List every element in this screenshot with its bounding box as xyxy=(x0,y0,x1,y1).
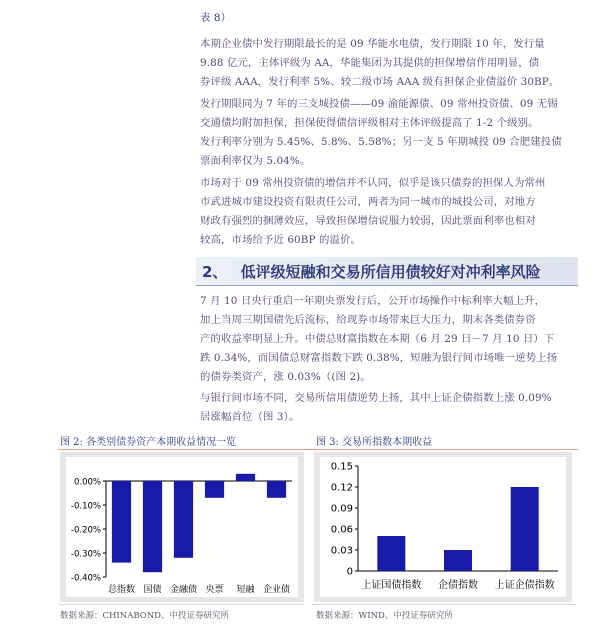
x-category-label: 国债 xyxy=(143,585,162,595)
bar xyxy=(112,481,131,563)
paragraph-line: 9.88 亿元，主体评级为 AA，华能集团为其提供的担保增信作用明显，债 xyxy=(200,57,540,69)
paragraph-line: 交通债均附加担保，担保使得债信评级相对主体评级提高了 1-2 个级别。 xyxy=(200,117,539,129)
paragraph-line: 加上当周三期国债先后流标，给现券市场带来巨大压力，期末各类债券资 xyxy=(200,314,536,326)
paragraph-line: 跌 0.34%，而国债总财富指数下跌 0.38%，短融为银行间市场唯一逆势上扬 xyxy=(200,352,558,364)
y-tick-label: 0.09 xyxy=(330,503,353,515)
y-tick-label: -0.10% xyxy=(70,501,101,512)
section-heading xyxy=(196,257,578,286)
bar xyxy=(267,481,286,498)
x-category-label: 央票 xyxy=(205,585,224,595)
bar xyxy=(377,536,405,571)
bar xyxy=(511,487,539,571)
figure-3-title: 图 3: 交易所指数本期收益 xyxy=(316,437,433,448)
figure-3-panel xyxy=(314,452,572,602)
y-tick-label: 0.00% xyxy=(73,477,101,488)
top-reference: 表 8） xyxy=(200,12,232,24)
y-tick-label: 0.03 xyxy=(330,545,353,557)
paragraph-2 xyxy=(200,95,562,171)
x-category-label: 企业债 xyxy=(262,585,291,595)
figure-2-plot-area xyxy=(66,457,298,597)
paragraph-3 xyxy=(200,174,545,250)
figure-3-source: 数据来源：WIND、中投证券研究所 xyxy=(316,611,453,621)
paragraph-line: 市场对于 09 常州投资债的增信并不认同，似乎是该只债券的担保人为常州 xyxy=(200,177,546,189)
paragraph-line: 7 月 10 日央行重启一年期央票发行后，公开市场操作中标利率大幅上升， xyxy=(200,295,546,307)
x-category-label: 上证国债指数 xyxy=(361,580,422,591)
paragraph-line: 本期企业债中发行期限最长的是 09 华能水电债，发行期限 10 年，发行量 xyxy=(200,38,545,50)
x-category-label: 金融债 xyxy=(169,585,198,595)
figure-3-plot-area xyxy=(320,457,566,597)
figure-title-divider xyxy=(58,449,578,450)
x-category-label: 企债指数 xyxy=(438,580,478,591)
bar xyxy=(236,474,255,481)
y-tick-label: 0.12 xyxy=(330,482,353,494)
y-tick-label: -0.20% xyxy=(70,525,101,536)
bar xyxy=(444,550,472,571)
paragraph-line: 产的收益率明显上升。中债总财富指数在本期（6 月 29 日－7 月 10 日）下 xyxy=(200,333,555,345)
x-category-label: 上证企债指数 xyxy=(494,580,555,591)
paragraph-line: 票面利率仅为 5.04%。 xyxy=(200,155,311,167)
figure-2-title: 图 2: 各类别债券资产本期收益情况一览 xyxy=(60,437,237,448)
bar xyxy=(174,481,193,558)
paragraph-line: 发行利率分别为 5.45%、5.8%、5.58%；另一支 5 年期城投 09 合肥建投债 xyxy=(200,136,562,148)
source-divider-left xyxy=(58,604,304,605)
source-divider-right xyxy=(312,604,576,605)
y-tick-label: 0.15 xyxy=(330,461,353,473)
y-tick-label: -0.40% xyxy=(70,573,101,584)
y-tick-label: 0 xyxy=(346,566,353,578)
x-category-label: 总指数 xyxy=(107,585,136,595)
paragraph-line: 发行期限同为 7 年的三支城投债——09 渝能源债、09 常州投资债、09 无锡 xyxy=(200,98,558,110)
bar xyxy=(143,481,162,572)
figure-2-panel xyxy=(60,452,304,602)
paragraph-line: 券评级 AAA，发行利率 5%、较二级市场 AAA 级有担保企业债溢价 30BP。 xyxy=(200,76,560,88)
paragraph-5 xyxy=(200,389,552,427)
figure-2-source: 数据来源：CHINABOND、中投证券研究所 xyxy=(60,611,229,621)
section-title: 低评级短融和交易所信用债较好对冲利率风险 xyxy=(240,263,541,281)
paragraph-line: 的债券类资产，涨 0.03%（(图 2)。 xyxy=(200,371,371,383)
paragraph-line: 市武进城市建设投资有限责任公司，两者为同一城市的城投公司，对地方 xyxy=(200,196,536,208)
y-tick-label: 0.06 xyxy=(330,524,353,536)
figure-2-chart xyxy=(66,457,298,597)
y-tick-label: -0.30% xyxy=(70,549,101,560)
x-category-label: 短融 xyxy=(236,585,255,595)
paragraph-line: 财政有强烈的捆薄效应，导致担保增信说服力较弱，因此票面利率也相对 xyxy=(200,215,536,227)
paragraph-line: 较高，市场给予近 60BP 的溢价。 xyxy=(200,234,361,246)
figure-3-chart xyxy=(320,457,566,597)
paragraph-line: 居涨幅首位（图 3）。 xyxy=(200,411,300,423)
section-heading-text xyxy=(202,261,541,282)
paragraph-4 xyxy=(200,292,557,387)
paragraph-line: 与银行间市场不同，交易所信用债逆势上扬，其中上证企债指数上涨 0.09% xyxy=(200,392,552,404)
section-number: 2、 xyxy=(202,263,228,281)
bar xyxy=(205,481,224,498)
paragraph-1 xyxy=(200,35,559,92)
